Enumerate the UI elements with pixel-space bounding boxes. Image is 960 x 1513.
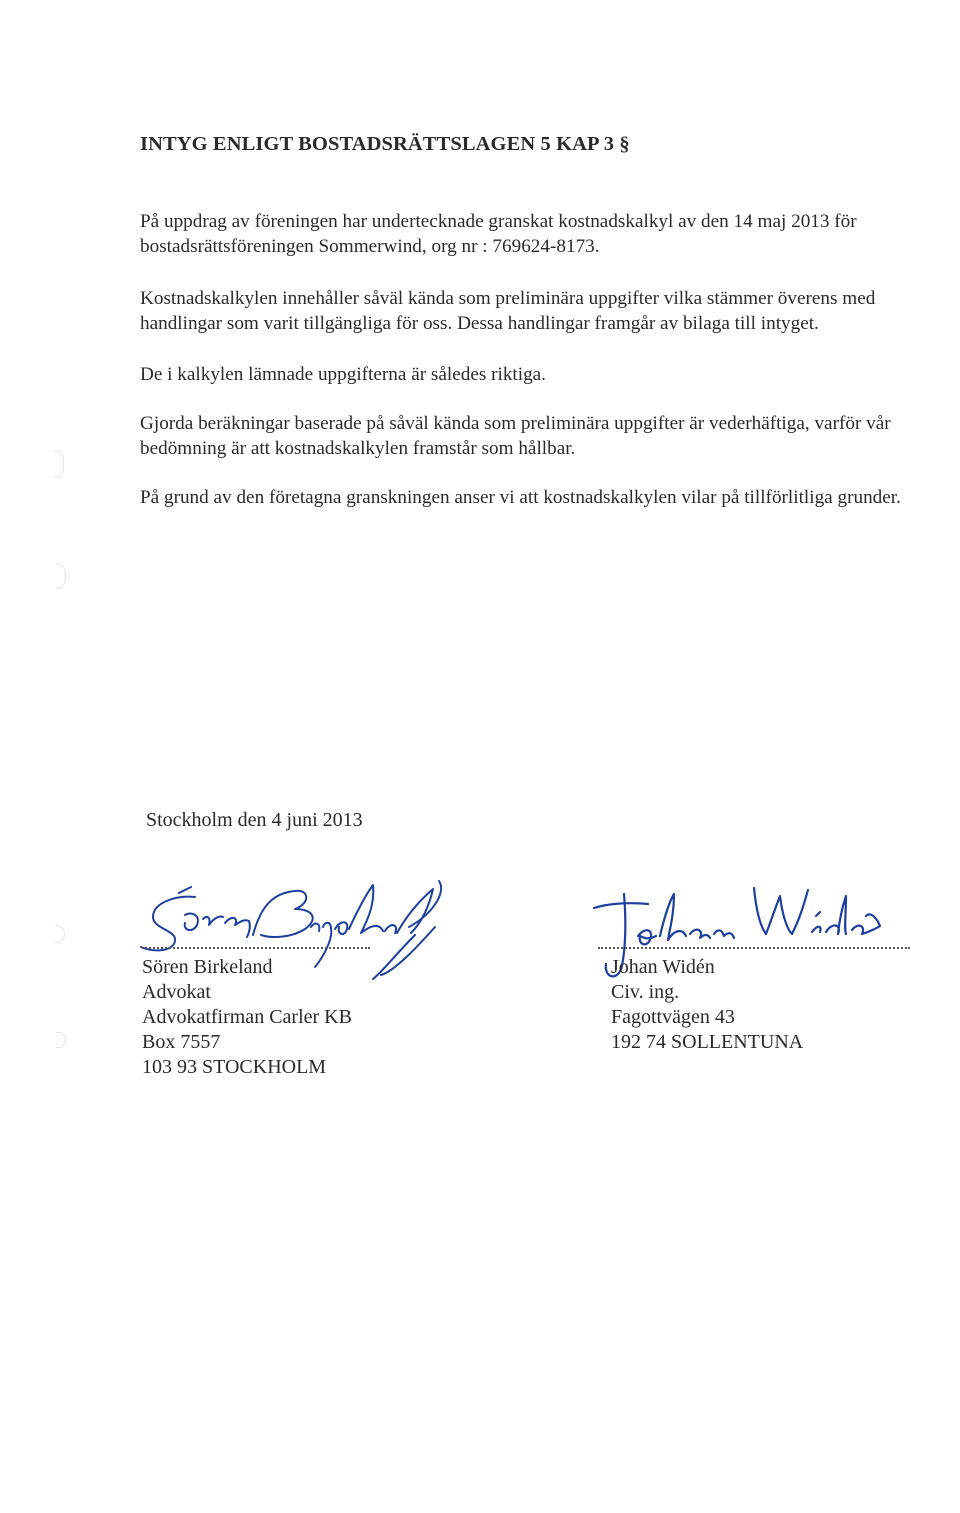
signatory-left-name: Sören Birkeland [142,956,273,978]
signatory-left-organization: Advokatfirman Carler KB [142,1006,352,1028]
scan-mark [55,925,65,943]
scan-mark [56,563,66,589]
signature-line-right [598,947,910,949]
signatory-right-address-line2: 192 74 SOLLENTUNA [611,1031,804,1053]
signatory-left [142,955,352,1080]
scan-mark [54,450,64,478]
paragraph-assignment: På uppdrag av föreningen har undertecknade granskat kostnadskalkyl av den 14 maj 2013 för bostadsrättsföreningen Sommerwind, org nr : 769624-8173. [140,211,857,257]
signatory-left-address-line1: Box 7557 [142,1031,221,1053]
signatory-right [611,955,803,1055]
signatory-right-name: Johan Widén [611,956,715,978]
signature-line-left [142,947,370,949]
paragraph-calculations: Gjorda beräkningar baserade på såväl kända som preliminära uppgifter är vederhäftiga, varför vår bedömning är att kostnadskalkylen framstår som hållbar. [140,413,891,459]
signatory-left-role: Advokat [142,981,211,1003]
document-title: INTYG ENLIGT BOSTADSRÄTTSLAGEN 5 KAP 3 § [140,133,630,155]
signatory-right-address-line1: Fagottvägen 43 [611,1006,735,1028]
signatory-right-role: Civ. ing. [611,981,680,1003]
signatory-left-address-line2: 103 93 STOCKHOLM [142,1056,327,1078]
paragraph-contents: Kostnadskalkylen innehåller såväl kända som preliminära uppgifter vilka stämmer överens med handlingar som varit tillgängliga för oss. Dessa handlingar framgår av bilaga till intyget. [140,288,876,334]
paragraph-conclusion: På grund av den företagna granskningen anser vi att kostnadskalkylen vilar på tillförlitliga grunder. [140,487,901,508]
place-and-date: Stockholm den 4 juni 2013 [146,809,363,831]
scan-mark [56,1032,66,1048]
paragraph-correctness: De i kalkylen lämnade uppgifterna är således riktiga. [140,364,546,385]
